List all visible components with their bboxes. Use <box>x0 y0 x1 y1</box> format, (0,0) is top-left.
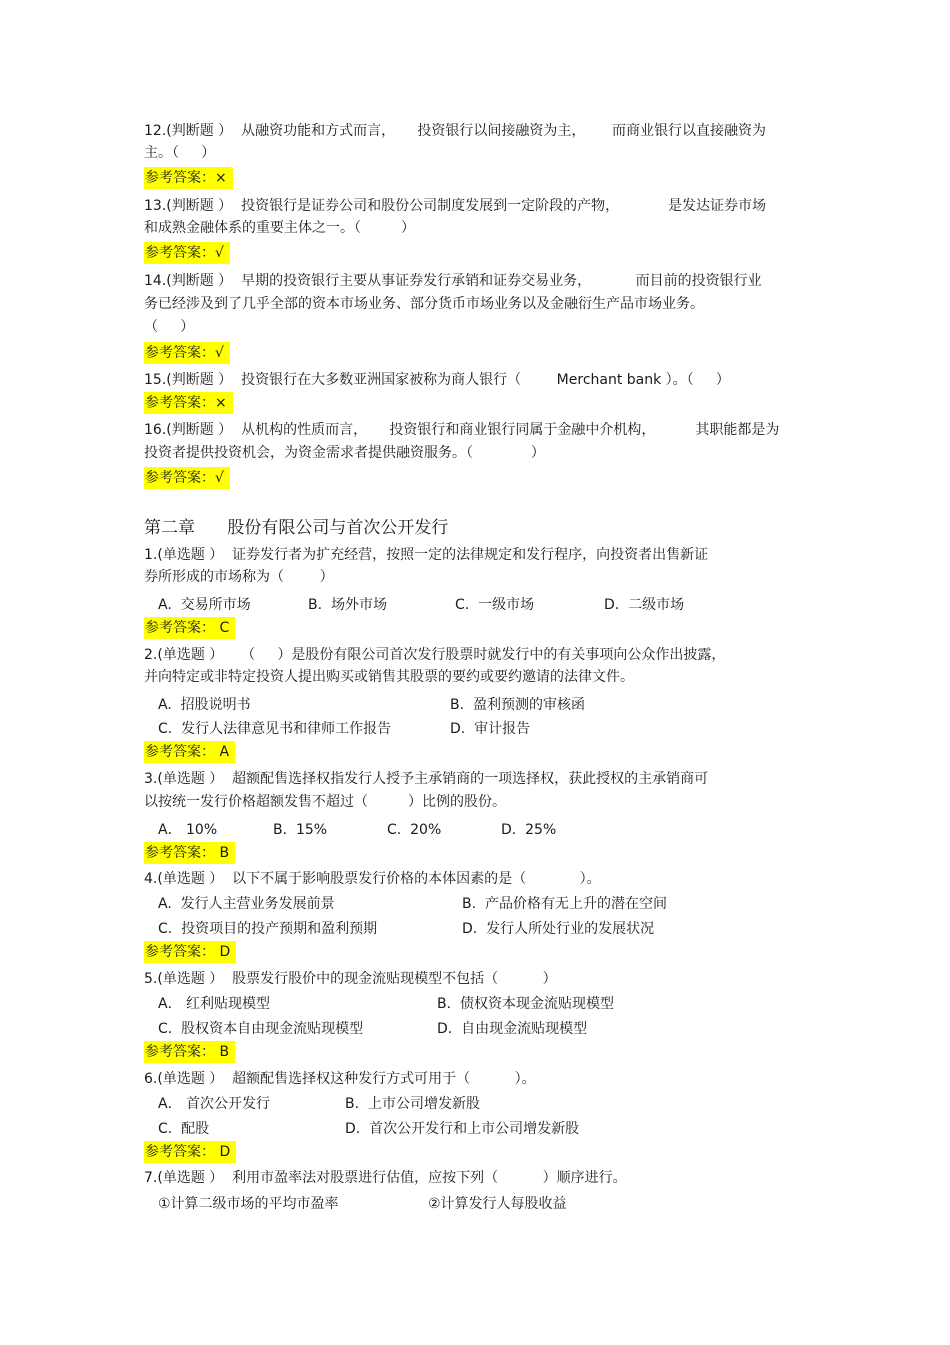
c2-q5-line-1: 5.(单选题 ） 股票发行股价中的现金流贴现模型不包括（ ） <box>144 971 557 987</box>
c2-q1-option-b: B. 场外市场 <box>308 597 387 613</box>
c2-q5-option-a: A． 红利贴现模型 <box>158 996 271 1012</box>
c2-q3-option-c: C. 20% <box>387 822 442 838</box>
c2-q3-option-a: A． 10% <box>158 822 218 838</box>
c2-q1-option-c: C. 一级市场 <box>455 597 535 613</box>
q16-line-1: 16.(判断题 ） 从机构的性质而言， 投资银行和商业银行同属于金融中介机构， 其职能都是为 <box>144 422 780 438</box>
c2-q2-line-2: 并向特定或非特定投资人提出购买或销售其股票的要约或要约邀请的法律文件。 <box>144 669 634 685</box>
q12-answer: 参考答案：× <box>144 167 233 189</box>
q16-answer: 参考答案：√ <box>144 467 230 489</box>
c2-q2-line-1: 2.(单选题 ） （ ）是股份有限公司首次发行股票时就发行中的有关事项向公众作出披露， <box>144 647 726 663</box>
c2-q1-line-1: 1.(单选题 ） 证券发行者为扩充经营，按照一定的法律规定和发行程序，向投资者出售新证 <box>144 547 709 563</box>
c2-q3-answer: 参考答案： B <box>144 842 235 864</box>
q14-line-1: 14.(判断题 ） 早期的投资银行主要从事证券发行承销和证券交易业务， 而目前的投资银行业 <box>144 273 762 289</box>
c2-q3-line-2: 以按统一发行价格超额发售不超过（ ）比例的股份。 <box>144 794 507 810</box>
c2-q4-option-c: C. 投资项目的投产预期和盈利预期 <box>158 921 378 937</box>
c2-q4-option-a: A. 发行人主营业务发展前景 <box>158 896 335 912</box>
q13-line-2: 和成熟金融体系的重要主体之一。（ ） <box>144 220 416 236</box>
c2-q2-option-d: D. 审计报告 <box>450 721 531 737</box>
q12-line-1: 12.(判断题 ） 从融资功能和方式而言， 投资银行以间接融资为主， 而商业银行以直接融资为 <box>144 123 767 139</box>
c2-q4-option-d: D. 发行人所处行业的发展状况 <box>462 921 655 937</box>
c2-q5-answer: 参考答案： B <box>144 1041 235 1063</box>
c2-q3-option-b: B. 15% <box>273 822 328 838</box>
c2-q6-option-b: B. 上市公司增发新股 <box>345 1096 480 1112</box>
c2-q2-option-b: B. 盈利预测的审核函 <box>450 697 585 713</box>
c2-q2-option-c: C. 发行人法律意见书和律师工作报告 <box>158 721 392 737</box>
c2-q2-answer: 参考答案： A <box>144 741 235 763</box>
c2-q2-option-a: A. 招股说明书 <box>158 697 251 713</box>
c2-q5-option-d: D. 自由现金流贴现模型 <box>437 1021 588 1037</box>
c2-q7-line-1: 7.(单选题 ） 利用市盈率法对股票进行估值，应按下列（ ）顺序进行。 <box>144 1170 627 1186</box>
q13-answer: 参考答案：√ <box>144 242 230 264</box>
c2-q5-option-c: C. 股权资本自由现金流贴现模型 <box>158 1021 364 1037</box>
q15-line-1: 15.(判断题 ） 投资银行在大多数亚洲国家被称为商人银行（ Merchant bank ）。（ ） <box>144 372 730 388</box>
c2-q6-answer: 参考答案： D <box>144 1141 236 1163</box>
q12-line-2: 主。（ ） <box>144 145 216 161</box>
c2-q3-line-1: 3.(单选题 ） 超额配售选择权指发行人授予主承销商的一项选择权，获此授权的主承销商可 <box>144 771 709 787</box>
q16-line-2: 投资者提供投资机会，为资金需求者提供融资服务。（ ） <box>144 445 545 461</box>
c2-q4-option-b: B. 产品价格有无上升的潜在空间 <box>462 896 667 912</box>
c2-q1-option-d: D. 二级市场 <box>604 597 685 613</box>
q14-answer: 参考答案：√ <box>144 342 230 364</box>
q13-line-1: 13.(判断题 ） 投资银行是证券公司和股份公司制度发展到一定阶段的产物， 是发达证券市场 <box>144 198 767 214</box>
c2-q1-line-2: 券所形成的市场称为（ ） <box>144 569 334 585</box>
c2-q5-option-b: B. 债权资本现金流贴现模型 <box>437 996 614 1012</box>
c2-q3-option-d: D. 25% <box>501 822 557 838</box>
c2-q7-step-1: ①计算二级市场的平均市盈率 <box>158 1196 339 1212</box>
c2-q4-answer: 参考答案： D <box>144 941 236 963</box>
c2-q6-option-c: C. 配股 <box>158 1121 210 1137</box>
c2-q6-option-d: D. 首次公开发行和上市公司增发新股 <box>345 1121 580 1137</box>
c2-q1-answer: 参考答案： C <box>144 617 235 639</box>
q14-line-3: （ ） <box>144 319 195 335</box>
q14-line-2: 务已经涉及到了几乎全部的资本市场业务、部分货币市场业务以及金融衍生产品市场业务。 <box>144 296 704 312</box>
chapter-heading: 第二章 股份有限公司与首次公开发行 <box>144 518 449 538</box>
q15-answer: 参考答案：× <box>144 392 233 414</box>
c2-q6-option-a: A． 首次公开发行 <box>158 1096 271 1112</box>
c2-q4-line-1: 4.(单选题 ） 以下不属于影响股票发行价格的本体因素的是（ ）。 <box>144 871 601 887</box>
c2-q6-line-1: 6.(单选题 ） 超额配售选择权这种发行方式可用于（ ）。 <box>144 1071 536 1087</box>
c2-q7-step-2: ②计算发行人每股收益 <box>428 1196 567 1212</box>
c2-q1-option-a: A. 交易所市场 <box>158 597 251 613</box>
